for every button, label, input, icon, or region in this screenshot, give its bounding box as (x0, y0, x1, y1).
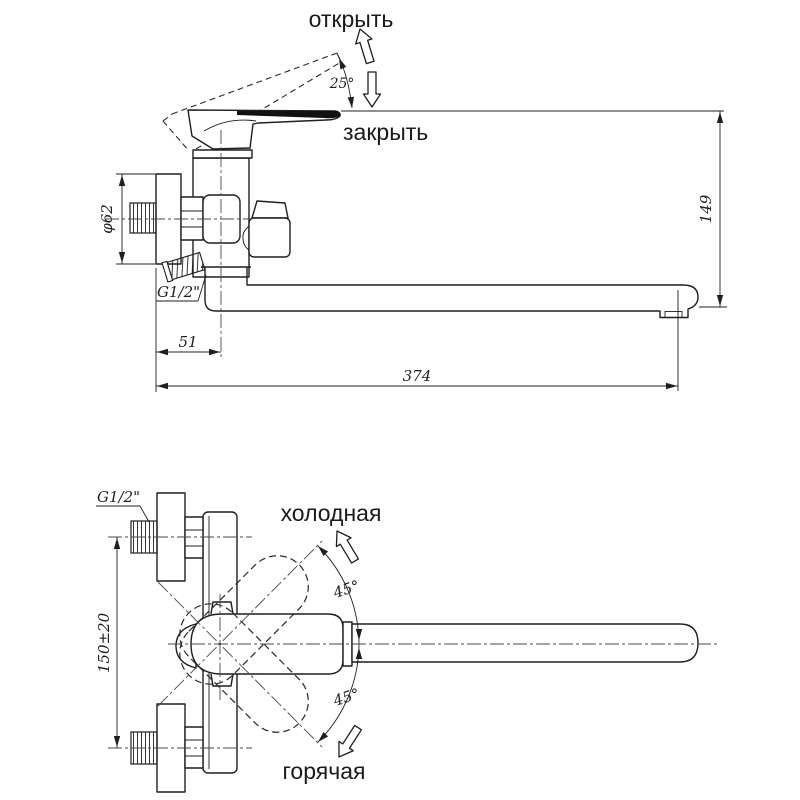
hex-nut (181, 197, 203, 240)
hot-label: горячая (282, 758, 366, 784)
spout-length-dimension (156, 367, 678, 389)
bonnet-ring (193, 150, 252, 158)
open-label: открыть (308, 6, 394, 32)
close-direction-arrow-icon (364, 72, 381, 107)
side-view (98, 6, 727, 392)
thread-callout-bottom (96, 488, 149, 522)
handle-closed (188, 110, 340, 149)
height-label: 149 (697, 194, 715, 224)
height-dimension (697, 111, 727, 307)
plan-view (95, 488, 718, 792)
flange-diameter-label: φ62 (98, 204, 116, 234)
pipe-spacing-dimension (95, 537, 120, 748)
hex-nut-top (185, 517, 203, 558)
spout-plan (352, 624, 698, 662)
union-bottom (211, 674, 233, 686)
hex-nut-bottom (185, 727, 203, 768)
thread-label-bottom: G1/2" (97, 488, 141, 506)
spout (201, 267, 698, 318)
swing-upper-label: 45° (331, 576, 362, 602)
thread-callout-top (156, 275, 206, 301)
aerator (665, 312, 682, 318)
hot-direction-arrow-icon (332, 723, 365, 762)
thread-label-top: G1/2" (157, 283, 201, 301)
swing-lower-label: 45° (331, 684, 362, 710)
spout-length-label: 374 (402, 367, 432, 385)
open-direction-arrow-icon (352, 27, 378, 65)
handle-angle-dimension (329, 57, 356, 109)
wall-offset-label: 51 (178, 333, 198, 351)
cold-label: холодная (280, 500, 382, 526)
cold-direction-arrow-icon (330, 527, 363, 566)
union-top (211, 602, 233, 614)
threaded-pipe (130, 203, 156, 233)
pipe-spacing-label: 150±20 (95, 612, 113, 674)
diverter-knob (243, 201, 290, 257)
handle-angle-label: 25° (329, 76, 355, 92)
close-label: закрыть (343, 119, 429, 145)
